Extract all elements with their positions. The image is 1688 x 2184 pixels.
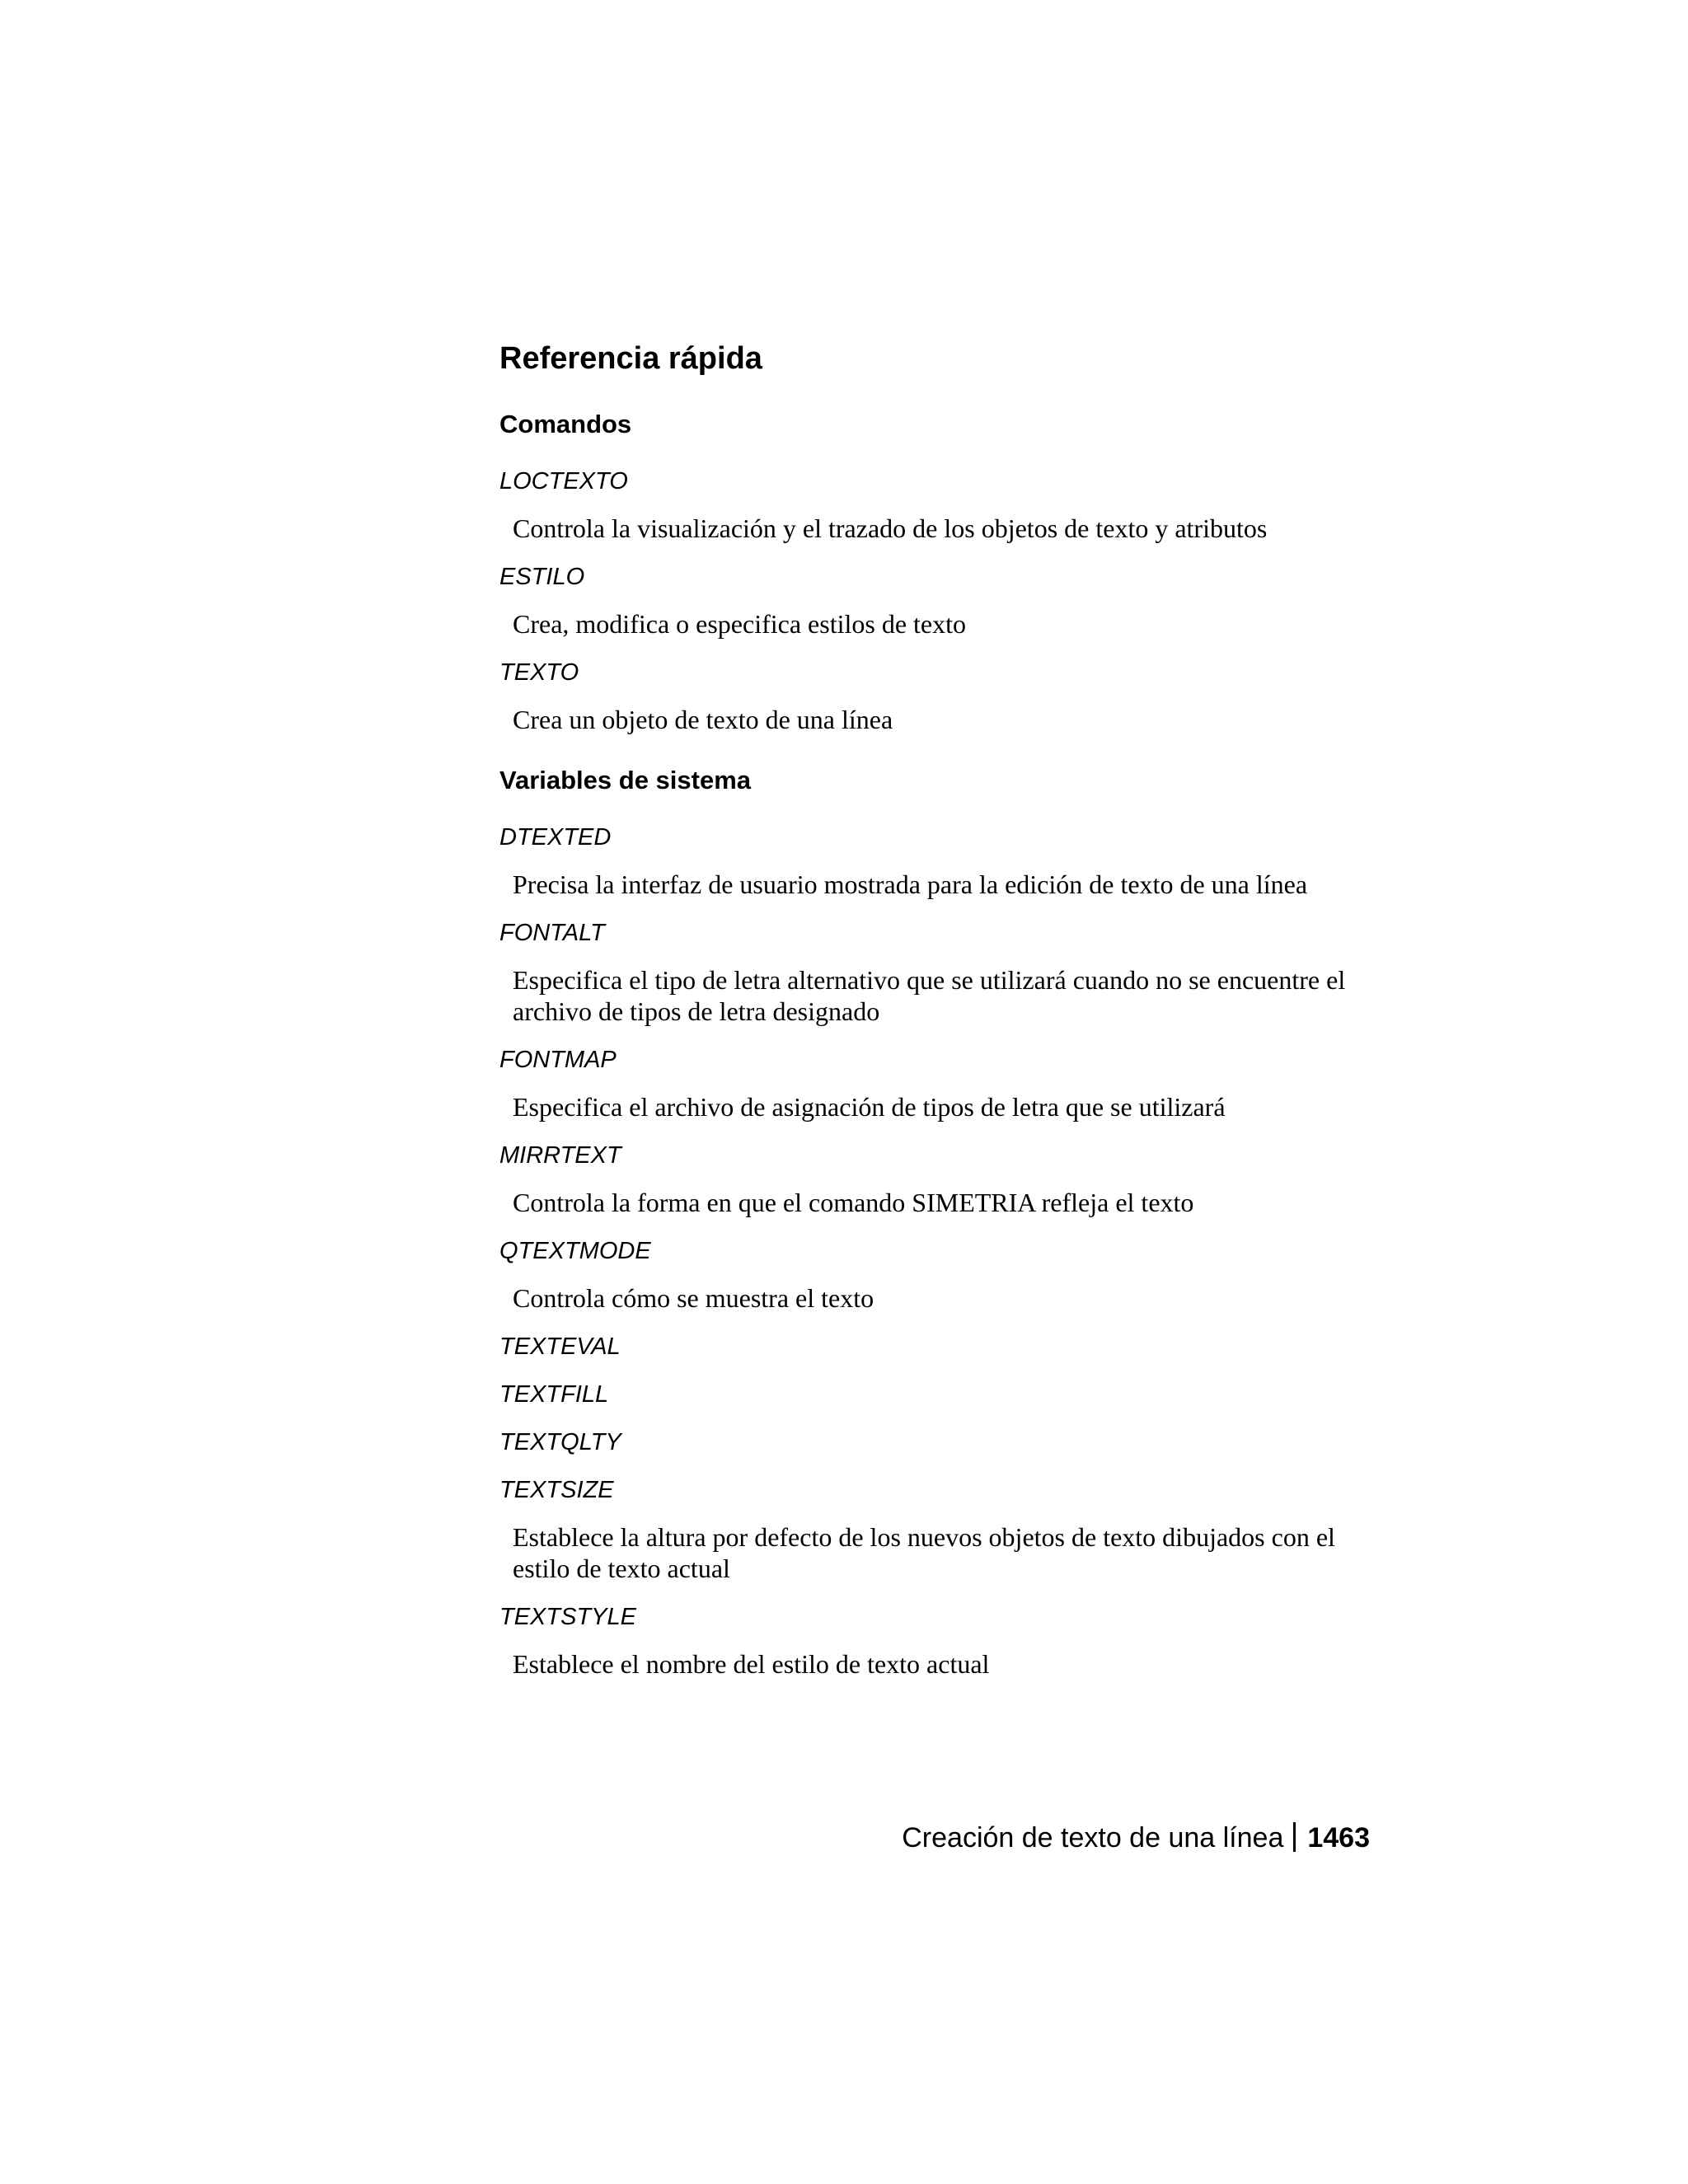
page-number: 1463 (1307, 1822, 1370, 1854)
variable-description: Precisa la interfaz de usuario mostrada para la edición de texto de una línea (513, 869, 1308, 899)
command-name: LOCTEXTO (499, 468, 628, 494)
variable-name: TEXTFILL (499, 1381, 609, 1408)
variable-description: Especifica el tipo de letra alternativo que se utilizará cuando no se encuentre el archivo de tipos de letra designado (513, 965, 1346, 1026)
command-description: Controla la visualización y el trazado de los objetos de texto y atributos (513, 513, 1268, 543)
variable-name: TEXTQLTY (499, 1429, 621, 1455)
page-footer (902, 1820, 1370, 1856)
command-name: ESTILO (499, 564, 585, 590)
variable-description: Controla la forma en que el comando SIMETRIA refleja el texto (513, 1188, 1194, 1217)
variable-description: Controla cómo se muestra el texto (513, 1283, 874, 1313)
command-name: TEXTO (499, 659, 579, 686)
variable-name: MIRRTEXT (499, 1142, 621, 1169)
variable-name: TEXTSIZE (499, 1477, 614, 1503)
commands-list (499, 465, 1381, 735)
command-description: Crea un objeto de texto de una línea (513, 705, 893, 734)
footer-chapter-title: Creación de texto de una línea (902, 1822, 1284, 1854)
variable-name: TEXTEVAL (499, 1333, 621, 1360)
footer-divider (1293, 1822, 1296, 1852)
page-content (499, 338, 1381, 1696)
variable-name: QTEXTMODE (499, 1238, 651, 1264)
variable-name: FONTALT (499, 920, 605, 946)
commands-heading: Comandos (499, 410, 632, 438)
system-variables-list (499, 821, 1381, 1680)
variable-name: DTEXTED (499, 824, 612, 851)
variable-name: TEXTSTYLE (499, 1604, 636, 1630)
variable-description: Establece el nombre del estilo de texto actual (513, 1649, 990, 1679)
variable-description: Establece la altura por defecto de los nuevos objetos de texto dibujados con el estilo de texto actual (513, 1522, 1335, 1583)
variable-name: FONTMAP (499, 1047, 617, 1073)
variable-description: Especifica el archivo de asignación de tipos de letra que se utilizará (513, 1092, 1226, 1122)
command-description: Crea, modifica o especifica estilos de texto (513, 609, 967, 639)
system-variables-heading: Variables de sistema (499, 766, 752, 794)
section-title: Referencia rápida (499, 341, 762, 376)
